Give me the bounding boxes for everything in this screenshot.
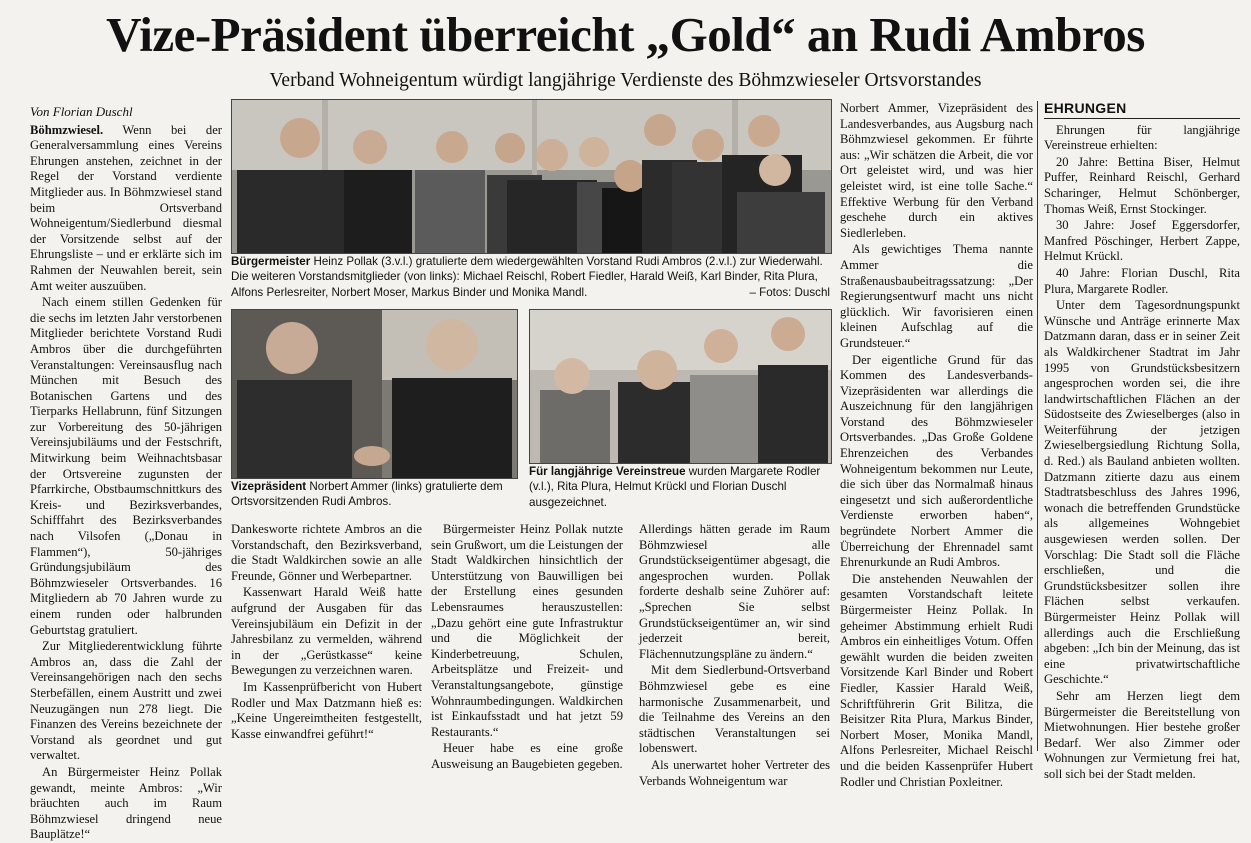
subheadline: Verband Wohneigentum würdigt langjährige Verdienste des Böhmzwieseler Ortsvorstandes <box>269 70 982 91</box>
article-column-1 <box>30 104 222 843</box>
paragraph: Als unerwartet hoher Vertreter des Verbands Wohneigentum war <box>639 757 830 788</box>
paragraph: 20 Jahre: Bettina Biser, Helmut Puffer, Reinhard Reischl, Gerhard Scharinger, Helmut Schönberger, Thomas Weiß, Ernst Stockinger. <box>1044 154 1240 216</box>
article-column-2 <box>231 522 422 742</box>
dateline: Böhmzwiesel. <box>30 122 104 137</box>
paragraph: An Bürgermeister Heinz Pollak gewandt, meinte Ambros: „Wir bräuchten auch im Raum Böhmzwiesel dringend neue Bauplätze!“ <box>30 764 222 842</box>
paragraph: Norbert Ammer, Vizepräsident des Landesverbandes, aus Augsburg nach Böhmzwiesel gekommen. Er führte aus: „Wir schätzen die Arbeit, die vor Ort geleistet wird, und was hier geleistet wird, ist eine tolle Sache.“ Effektive Werbung für den Verband geschehe durch ein aktives Siedlerleben. <box>840 101 1033 240</box>
photo-caption-left: Vizepräsident Norbert Ammer (links) gratulierte dem Ortsvorsitzenden Rudi Ambros. <box>231 480 503 509</box>
ehrungen-box-title: EHRUNGEN <box>1044 101 1240 119</box>
paragraph: 30 Jahre: Josef Eggersdorfer, Manfred Pöschinger, Herbert Zappe, Helmut Krückl. <box>1044 218 1240 264</box>
photo-caption-top: Bürgermeister Heinz Pollak (3.v.l.) gratulierte dem wiedergewählten Vorstand Rudi Ambros (2.v.l.) zur Wiederwahl. Die weiteren Vorstandsmitglieder (von links): Michael Reischl, Robert Fiedler, Harald Weiß, Karl Binder, Rita Plura, Alfons Perlesreiter, Norbert Moser, Markus Binder und Monika Mandl. – Fotos: Duschl <box>231 255 830 299</box>
paragraph: Wenn bei der Generalversammlung eines Vereins Ehrungen anstehen, zeichnet in der Regel der Vorstand verdiente Mitglieder aus. In Böhmzwiesel stand beim Ortsverband Wohneigentum/Siedlerbund diesmal der Vorsitzende selbst auf der Ehrungsliste – und er erklärte sich im Rahmen der Neuwahlen bereit, sein Amt weiter auszuüben. <box>30 122 222 293</box>
headline: Vize-Präsident überreicht „Gold“ an Rudi Ambros <box>106 7 1145 62</box>
paragraph: Unter dem Tagesordnungspunkt Wünsche und Anträge erinnerte Max Datzmann daran, dass er in seiner Zeit als Waldkirchener Stadtrat im Jahr 1995 von Grundstücksbesitzern angesprochen worden sei, die ihre landwirtschaftlichen Flächen an der Südostseite des Zwieselberges (also in Weiterführung der jetzigen Zwieselbergsiedlung Richtung Solla, d. Red.) als Bauland anbieten wollten. Datzmann zitierte dazu aus einem Stadtratsbeschluss des Jahres 1996, wonach die betreffenden Grundstücke als allgemeines Wohngebiet ausgewiesen werden sollen. Der Vorschlag: Die Stadt soll die Fläche erschließen, und die Grundstücksbesitzer sollen ihre Flächen selbst verkaufen. Bürgermeister Heinz Pollak will allerdings auch die Erschließung abgeben: „Ich bin der Meinung, das ist eine privatwirtschaftliche Geschichte.“ <box>1044 298 1240 687</box>
paragraph: Heuer habe es eine große Ausweisung an Baugebieten gegeben. <box>431 741 623 771</box>
paragraph: Mit dem Siedlerbund-Ortsverband Böhmzwiesel gebe es eine harmonische Zusammenarbeit, und die Teilnahme des Vereins an den städtischen Veranstaltungen sei lobenswert. <box>639 663 830 756</box>
paragraph: Als gewichtiges Thema nannte Ammer die Straßenausbaubeitragssatzung: „Der Regierungsentwurf macht uns nicht glücklich. Wir favorisieren einen kleinen Aufschlag auf die Grundsteuer.“ <box>840 242 1033 350</box>
handshake-photo <box>231 309 518 479</box>
column-divider <box>1037 101 1038 751</box>
paragraph: Kassenwart Harald Weiß hatte aufgrund der Ausgaben für das Vereinsjubiläum ein Defizit in der Jahresbilanz zu vermelden, während in der „Gerüstkasse“ keine Bewegungen zu verzeichnen waren. <box>231 585 422 678</box>
article-column-3 <box>431 522 623 773</box>
group-photo <box>231 99 832 254</box>
paragraph: Allerdings hätten gerade im Raum Böhmzwiesel alle Grundstückseigentümer abgesagt, die angesprochen wurden. Pollak forderte deshalb seine Zuhörer auf: „Sprechen Sie selbst Grundstückseigentümer an, wir sind jederzeit bereit, Flächennutzungspläne zu ändern.“ <box>639 522 830 661</box>
honorees-photo <box>529 309 832 464</box>
photo-credit: – Fotos: Duschl <box>749 285 830 299</box>
article-column-4 <box>639 522 830 789</box>
author-byline: Von Florian Duschl <box>30 104 133 119</box>
paragraph: Bürgermeister Heinz Pollak nutzte sein Grußwort, um die Leistungen der Stadt Waldkirchen hinsichtlich der Unterstützung von Bauwilligen bei der Erstellung eines gesunden Lebensraumes herauszustellen: „Dazu gehört eine gute Infrastruktur und die Möglichkeit der Kinderbetreuung, Schulen, Arbeitsplätze und Freizeit- und Veranstaltungsangebote, günstige Wohnraumbedingungen. Waldkirchen ist Einkaufsstadt und hat jetzt 59 Restaurants.“ <box>431 522 623 739</box>
article-column-6 <box>1044 101 1240 783</box>
paragraph: Nach einem stillen Gedenken für die sechs im letzten Jahr verstorbenen Mitglieder berichtete Vorstand Rudi Ambros über die durchgeführten Veranstaltungen: Vereinsausflug nach München mit Besuch des Botanischen Gartens und des Tierparks Hellabrunn, fünf Sitzungen zur Vorbereitung des 50-jährigen Vereinsjubiläums und der Festschrift, Mitwirkung beim Weihnachtsbasar der Ortsvereine zugunsten der Pfarrkirche, Obstbaumschnittkurs des Kreis- und Bezirksverbandes, Schifffahrt des Bezirksverbandes nach Vilsofen („Donau in Flammen“), 50-jähriges Gründungsjubiläum des Böhmzwieseler Ortsverbandes. 16 Mitgliedern ab 70 Jahren wurde zu einem runden oder halbrunden Geburtstag gratuliert. <box>30 295 222 637</box>
paragraph: Ehrungen für langjährige Vereinstreue erhielten: <box>1044 122 1240 153</box>
paragraph: Zur Mitgliederentwicklung führte Ambros an, dass die Zahl der Vereinsangehörigen nach den sechs Sterbefällen, einem Austritt und zwei Neuzugängen nun 278 liegt. Die Finanzen des Vereins bezeichnete der Vorstand als geordnet und gut verwaltet. <box>30 639 222 763</box>
photo-caption-right: Für langjährige Vereinstreue wurden Margarete Rodler (v.l.), Rita Plura, Helmut Krückl und Florian Duschl ausgezeichnet. <box>529 465 821 509</box>
paragraph: Der eigentliche Grund für das Kommen des Landesverbands-Vizepräsidenten war allerdings die Auszeichnung für den langjährigen Vorstand des Böhmzwieseler Ortsverbandes. „Das Große Goldene Ehrenzeichen des Verbandes Wohneigentum bekommen nur Leute, die sich über das Normalmaß hinaus eingesetzt und sich außerordentliche Verdienste erworben haben“, begründete Norbert Ammer die Überreichung der Ehrennadel samt Ehrenurkunde an Rudi Ambros. <box>840 352 1033 570</box>
paragraph: Die anstehenden Neuwahlen der gesamten Vorstandschaft leitete Bürgermeister Heinz Pollak. In geheimer Abstimmung erhielt Rudi Ambros ein einheitliges Votum. Offen gewählt wurden die beiden zweiten Vorsitzende Karl Binder und Robert Fiedler, Kassier Harald Weiß, Schriftführerin Grit Bilitza, die Beisitzer Rita Plura, Markus Binder, Norbert Moser, Monika Mandl, Alfons Perlesreiter, Michael Reischl und die beiden Kassenprüfer Hubert Rodler und Christian Poxleitner. <box>840 571 1033 789</box>
paragraph: Dankesworte richtete Ambros an die Vorstandschaft, den Bezirksverband, die Stadt Waldkirchen sowie an alle Freunde, Gönner und Werbepartner. <box>231 522 422 583</box>
paragraph: Sehr am Herzen liegt dem Bürgermeister die Bereitstellung von Mietwohnungen. Hier bestehe großer Bedarf. Wer also Zimmer oder Wohnungen zur Vermietung frei hat, soll sich bei der Stadt melden. <box>1044 688 1240 781</box>
paragraph: Im Kassenprüfbericht von Hubert Rodler und Max Datzmann hieß es: „Keine Ungereimtheiten festgestellt, Kasse einwandfrei geführt!“ <box>231 679 422 741</box>
article-column-5 <box>840 101 1033 790</box>
paragraph: 40 Jahre: Florian Duschl, Rita Plura, Margarete Rodler. <box>1044 265 1240 296</box>
